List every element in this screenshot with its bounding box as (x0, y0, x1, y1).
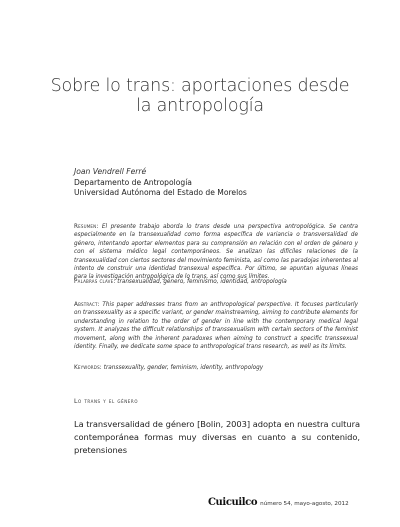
abstract-paragraph (74, 301, 358, 351)
article-title-line-2: la antropología (136, 96, 264, 116)
abstract-label: Abstract: (74, 302, 100, 308)
author-department: Departamento de Antropología (74, 177, 192, 187)
section-heading: Lo trans y el género (74, 398, 139, 405)
keywords-text: transsexuality, gender, feminism, identity, anthropology (103, 365, 264, 371)
journal-logo: Cuicuilco (208, 497, 258, 508)
resumen-label: Resumen: (74, 224, 99, 230)
resumen-paragraph (74, 223, 358, 282)
abstract-text: This paper addresses trans from an anthropological perspective. It focuses particularly on transsexuality as a specific variant, or gender mainstreaming, aiming to contribute elements for understanding in relation to the order of gender in line with the contemporary medical legal system. It analyzes the difficult relationships of transsexualism with certain sectors of the feminist movement, along with the inherent paradoxes when aiming to construct a specific transsexual identity. Finally, we dedicate some space to anthropological trans research, as well as its limits. (74, 302, 359, 351)
author-university: Universidad Autónoma del Estado de Morelos (74, 188, 247, 198)
body-paragraph: La transversalidad de género [Bolin, 2003] adopta en nuestra cultura contemporánea formas muy diversas en cuanto a su contenido, pretensiones (74, 419, 360, 455)
article-title-line-1: Sobre lo trans: aportaciones desde (50, 76, 350, 96)
keywords-paragraph (74, 364, 358, 372)
palabras-clave-label: Palabras clave: (74, 279, 116, 285)
author-name: Joan Vendrell Ferré (74, 167, 147, 176)
page-footer (208, 497, 349, 508)
keywords-label: Keywords: (74, 365, 102, 371)
resumen-text: El presente trabajo aborda lo trans desde una perspectiva antropológica. Se centra especialmente en la transexualidad como forma específica de variancia o transversalidad de género, intentando aportar elementos para su comprensión en relación con el orden de género y con el sistema médico legal contemporáneos. Se analizan las difíciles relaciones de la transexualidad con ciertos sectores del movimiento feminista, así como las paradojas inherentes al intento de construir una identidad transexual específica. Por último, se apuntan algunas líneas para la investigación antropológica de lo trans, así como sus límites. (74, 224, 358, 281)
article-title (40, 76, 360, 116)
palabras-clave-paragraph (74, 278, 358, 286)
author-block (74, 167, 247, 199)
issue-info: número 54, mayo-agosto, 2012 (260, 501, 349, 507)
palabras-clave-text: transexualidad, género, feminismo, identidad, antropología (117, 279, 287, 285)
